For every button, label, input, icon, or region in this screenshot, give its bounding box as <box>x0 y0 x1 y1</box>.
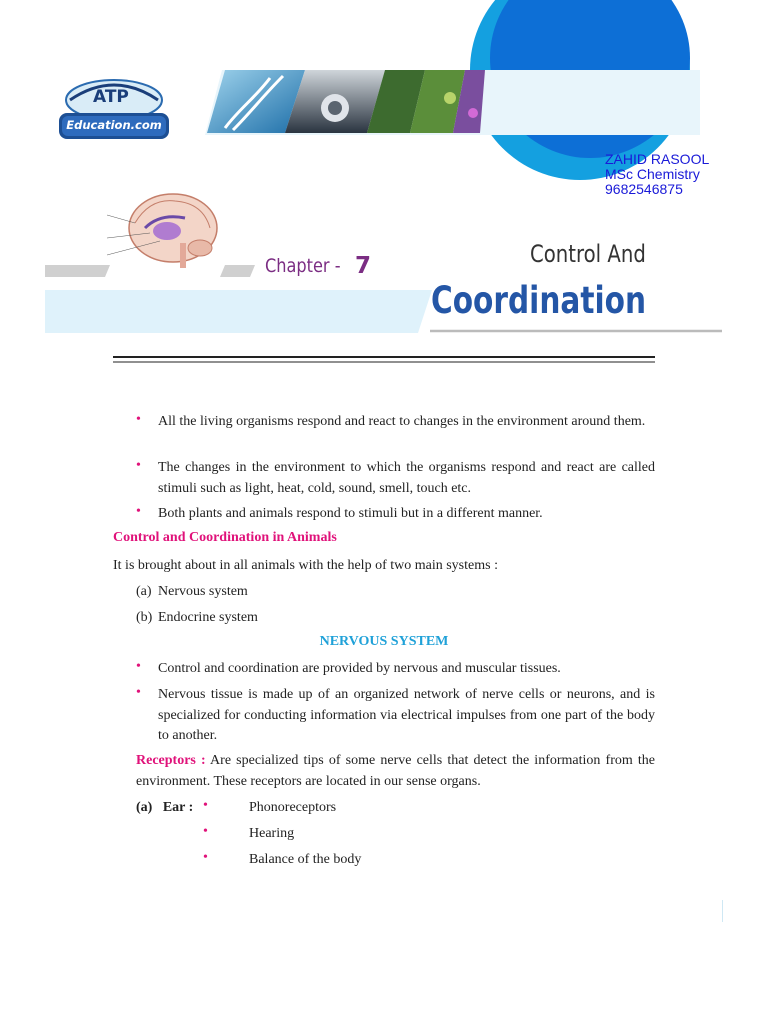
bullet-icon: • <box>136 504 141 519</box>
author-phone: 9682546875 <box>605 181 683 197</box>
bullet-icon: • <box>136 685 141 700</box>
intro-bullet-3: Both plants and animals respond to stimuli but in a different manner. <box>158 506 543 521</box>
list-marker: (a) <box>136 584 152 599</box>
ear-item: Phonoreceptors <box>249 800 337 815</box>
receptors-label: Receptors : <box>136 753 206 768</box>
nervous-bullet-1: Control and coordination are provided by nervous and muscular tissues. <box>158 661 561 676</box>
ear-item: Hearing <box>249 826 295 841</box>
list-item: Endocrine system <box>158 610 258 625</box>
section-intro-text: It is brought about in all animals with the help of two main systems : <box>113 558 498 573</box>
nervous-bullet-2: Nervous tissue is made up of an organized network of nerve cells or neurons, and is specialized for conducting information via electrical impulses from one part of the body to another. <box>158 687 655 743</box>
list-item: Nervous system <box>158 584 248 599</box>
chapter-label: Chapter - <box>265 255 341 277</box>
logo-text: Education.com <box>66 118 162 132</box>
chapter-number: 7 <box>355 253 372 279</box>
logo-brand: ATP <box>93 87 129 107</box>
bullet-icon: • <box>136 458 141 473</box>
ear-item: Balance of the body <box>249 852 362 867</box>
list-marker: (b) <box>136 610 153 625</box>
title-line2: Coordination <box>431 279 647 322</box>
author-qualification: MSc Chemistry <box>605 166 700 182</box>
author-name: ZAHID RASOOL <box>605 151 710 167</box>
title-line1: Control And <box>530 240 646 268</box>
margin-mark <box>722 900 723 922</box>
bullet-icon: • <box>203 824 208 839</box>
atp-logo <box>55 78 173 146</box>
nervous-system-heading: NERVOUS SYSTEM <box>319 634 449 649</box>
bullet-icon: • <box>203 850 208 865</box>
bullet-icon: • <box>136 659 141 674</box>
receptors-text: Are specialized tips of some nerve cells that detect the information from the environment. These receptors are located in our sense organs. <box>136 753 655 789</box>
intro-bullet-1: All the living organisms respond and react to changes in the environment around them. <box>158 414 646 429</box>
title-band <box>45 290 432 333</box>
ear-label: (a) Ear : <box>136 800 194 815</box>
intro-bullet-2: The changes in the environment to which the organisms respond and react are called stimuli such as light, heat, cold, sound, smell, touch etc. <box>158 460 655 496</box>
bullet-icon: • <box>203 798 208 813</box>
receptors-paragraph <box>136 751 655 792</box>
brain-diagram-image <box>105 183 230 275</box>
section-heading: Control and Coordination in Animals <box>113 530 337 545</box>
bullet-icon: • <box>136 412 141 427</box>
